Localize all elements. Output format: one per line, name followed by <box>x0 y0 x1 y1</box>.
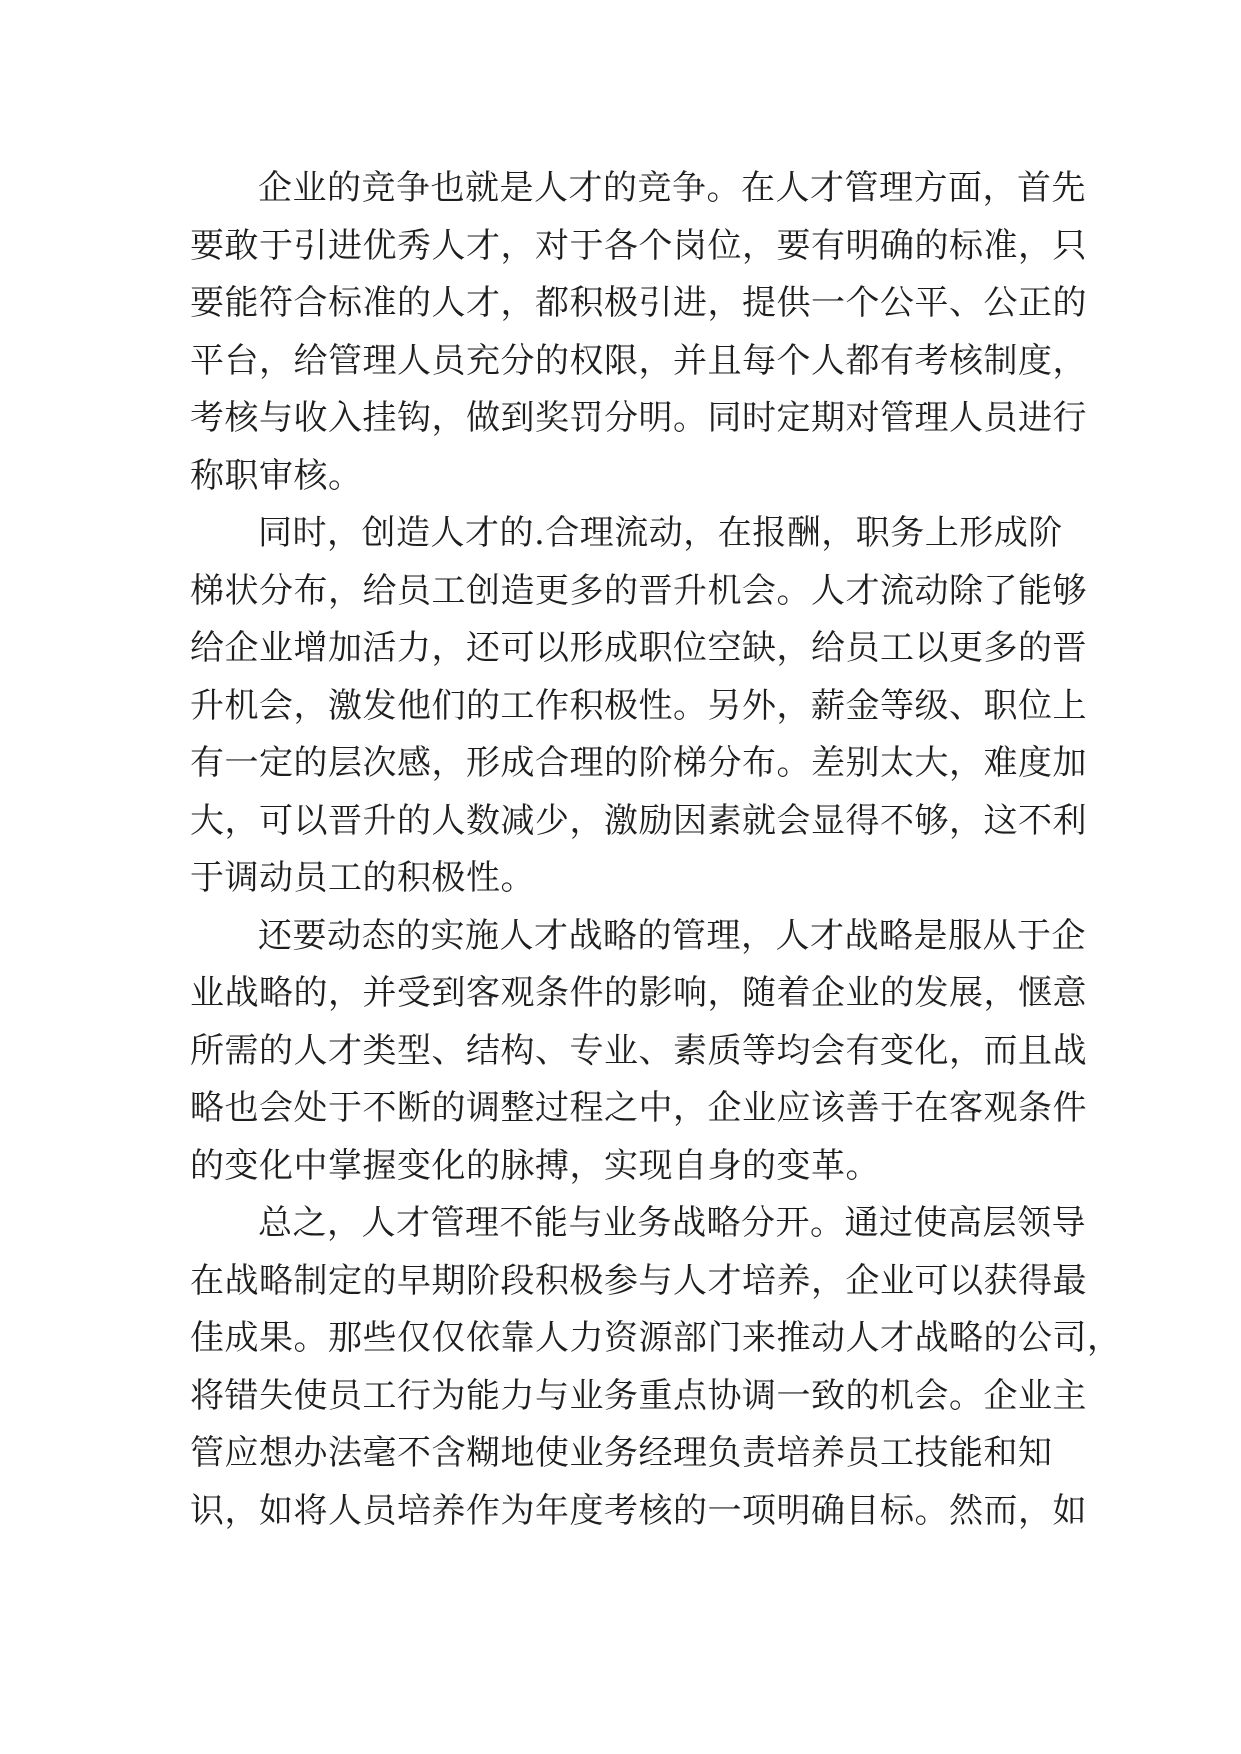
text-line: 给企业增加活力，还可以形成职位空缺，给员工以更多的晋 <box>190 628 1087 668</box>
text-line: 在战略制定的早期阶段积极参与人才培养，企业可以获得最 <box>190 1260 1087 1301</box>
text-line: 企业的竞争也就是人才的竞争。在人才管理方面，首先 <box>258 168 1086 208</box>
text-line: 于调动员工的积极性。 <box>190 858 535 898</box>
text-line: 业战略的，并受到客观条件的影响，随着企业的发展，惬意 <box>190 973 1087 1013</box>
text-line: 升机会，激发他们的工作积极性。另外，薪金等级、职位上 <box>190 685 1087 726</box>
text-line: 平台，给管理人员充分的权限，并且每个人都有考核制度， <box>190 340 1087 381</box>
text-line: 将错失使员工行为能力与业务重点协调一致的机会。企业主 <box>190 1375 1087 1416</box>
text-line: 总之，人才管理不能与业务战略分开。通过使高层领导 <box>258 1203 1086 1243</box>
text-line: 的变化中掌握变化的脉搏，实现自身的变革。 <box>190 1145 880 1186</box>
text-line: 要敢于引进优秀人才，对于各个岗位，要有明确的标准，只 <box>190 225 1087 266</box>
text-line: 还要动态的实施人才战略的管理，人才战略是服从于企 <box>258 915 1086 956</box>
document-body <box>190 160 1122 1540</box>
text-line: 称职审核。 <box>190 455 363 496</box>
text-line: 同时，创造人才的.合理流动，在报酬，职务上形成阶 <box>258 513 1063 553</box>
paragraph-4 <box>190 1195 1122 1540</box>
text-line: 识，如将人员培养作为年度考核的一项明确目标。然而，如 <box>190 1490 1087 1531</box>
text-line: 考核与收入挂钩，做到奖罚分明。同时定期对管理人员进行 <box>190 398 1087 438</box>
text-line: 有一定的层次感，形成合理的阶梯分布。差别太大，难度加 <box>190 743 1087 783</box>
text-line: 要能符合标准的人才，都积极引进，提供一个公平、公正的 <box>190 283 1087 323</box>
text-line: 梯状分布，给员工创造更多的晋升机会。人才流动除了能够 <box>190 570 1087 611</box>
text-line: 佳成果。那些仅仅依靠人力资源部门来推动人才战略的公司， <box>190 1318 1122 1358</box>
paragraph-1 <box>190 160 1087 505</box>
text-line: 大，可以晋升的人数减少，激励因素就会显得不够，这不利 <box>190 800 1087 841</box>
text-line: 所需的人才类型、结构、专业、素质等均会有变化，而且战 <box>190 1030 1087 1071</box>
text-line: 管应想办法毫不含糊地使业务经理负责培养员工技能和知 <box>190 1433 1053 1473</box>
paragraph-2 <box>190 505 1087 908</box>
text-line: 略也会处于不断的调整过程之中，企业应该善于在客观条件 <box>190 1088 1087 1128</box>
paragraph-3 <box>190 908 1087 1196</box>
